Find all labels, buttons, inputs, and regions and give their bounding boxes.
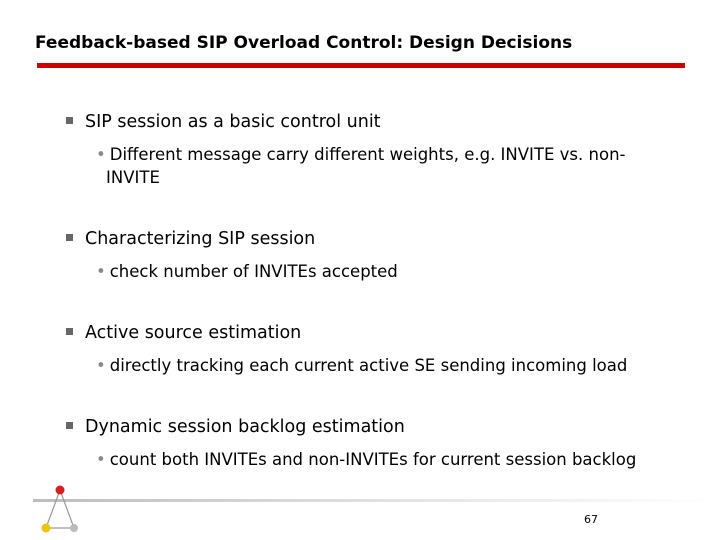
- square-bullet-icon: [66, 328, 73, 335]
- bullet-text: SIP session as a basic control unit: [85, 112, 381, 132]
- bullet-item-3: [66, 323, 301, 343]
- bullet-text: Active source estimation: [85, 323, 302, 343]
- footer-divider: [33, 499, 720, 502]
- sub-bullet-2: [96, 260, 398, 283]
- page-number: 67: [584, 513, 598, 526]
- sub-bullet-text-continued: INVITE: [106, 168, 160, 187]
- title-underline: [37, 63, 685, 68]
- bullet-text: Dynamic session backlog estimation: [85, 417, 405, 437]
- bullet-text: Characterizing SIP session: [85, 229, 316, 249]
- bullet-item-1: [66, 112, 381, 132]
- dot-bullet-icon: •: [96, 450, 106, 469]
- sub-bullet-3: [96, 354, 627, 377]
- square-bullet-icon: [66, 117, 73, 124]
- sub-bullet-text: check number of INVITEs accepted: [109, 262, 398, 281]
- bullet-item-4: [66, 417, 405, 437]
- square-bullet-icon: [66, 234, 73, 241]
- sub-bullet-text: Different message carry different weights, e.g. INVITE vs. non-: [109, 145, 626, 164]
- sub-bullet-text: count both INVITEs and non-INVITEs for current session backlog: [109, 450, 637, 469]
- sub-bullet-4: [96, 448, 636, 471]
- dot-bullet-icon: •: [96, 145, 106, 164]
- slide-title: Feedback-based SIP Overload Control: Design Decisions: [35, 33, 573, 53]
- sub-bullet-1: [96, 143, 625, 189]
- bullet-item-2: [66, 229, 315, 249]
- dot-bullet-icon: •: [96, 262, 106, 281]
- square-bullet-icon: [66, 422, 73, 429]
- dot-bullet-icon: •: [96, 356, 106, 375]
- sub-bullet-text: directly tracking each current active SE sending incoming load: [109, 356, 628, 375]
- network-logo-icon: [38, 480, 82, 538]
